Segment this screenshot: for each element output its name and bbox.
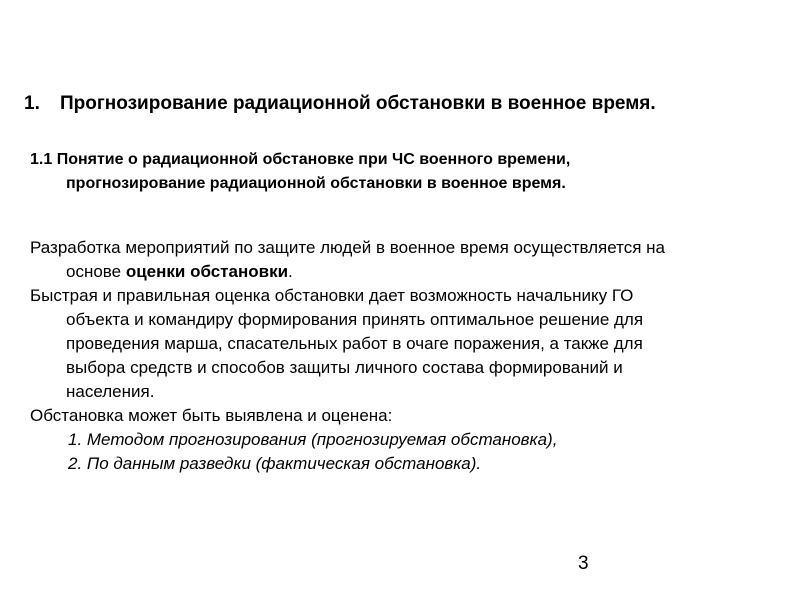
section-number: 1.: [24, 93, 40, 114]
page-number: 3: [578, 553, 589, 574]
paragraph-3: [30, 404, 780, 428]
body-text: [30, 236, 780, 476]
paragraph-2-line-4: выбора средств и способов защиты личного состава формирований и: [66, 358, 623, 377]
list-item: 1. Методом прогнозирования (прогнозируемая обстановка),: [68, 430, 558, 449]
paragraph-2-line-2: объекта и командиру формирования принять оптимальное решение для: [66, 310, 644, 329]
paragraph-1: [30, 236, 780, 284]
subsection-title-line-2: прогнозирование радиационной обстановки в военное время.: [66, 175, 566, 192]
paragraph-1-line-2: [30, 260, 780, 284]
section-heading: [24, 92, 784, 116]
subsection-heading: [30, 148, 770, 196]
emphasis-assessment: оценки обстановки: [125, 262, 289, 281]
section-title: Прогнозирование радиационной обстановки в военное время.: [60, 93, 656, 114]
paragraph-1-line-2-suffix: .: [288, 262, 293, 281]
paragraph-2-line-3: проведения марша, спасательных работ в очаге поражения, а также для: [66, 334, 643, 353]
list-item: 2. По данным разведки (фактическая обстановка).: [68, 454, 482, 473]
subsection-title-line-1: 1.1 Понятие о радиационной обстановке при ЧС военного времени,: [30, 151, 571, 168]
paragraph-2: [30, 284, 780, 404]
paragraph-3-line-1: Обстановка может быть выявлена и оценена:: [30, 406, 393, 425]
paragraph-2-line-5: населения.: [66, 382, 155, 401]
paragraph-1-line-1: Разработка мероприятий по защите людей в военное время осуществляется на: [30, 238, 666, 257]
paragraph-2-line-1: Быстрая и правильная оценка обстановки дает возможность начальнику ГО: [30, 286, 634, 305]
paragraph-1-line-2-prefix: основе: [66, 262, 126, 281]
